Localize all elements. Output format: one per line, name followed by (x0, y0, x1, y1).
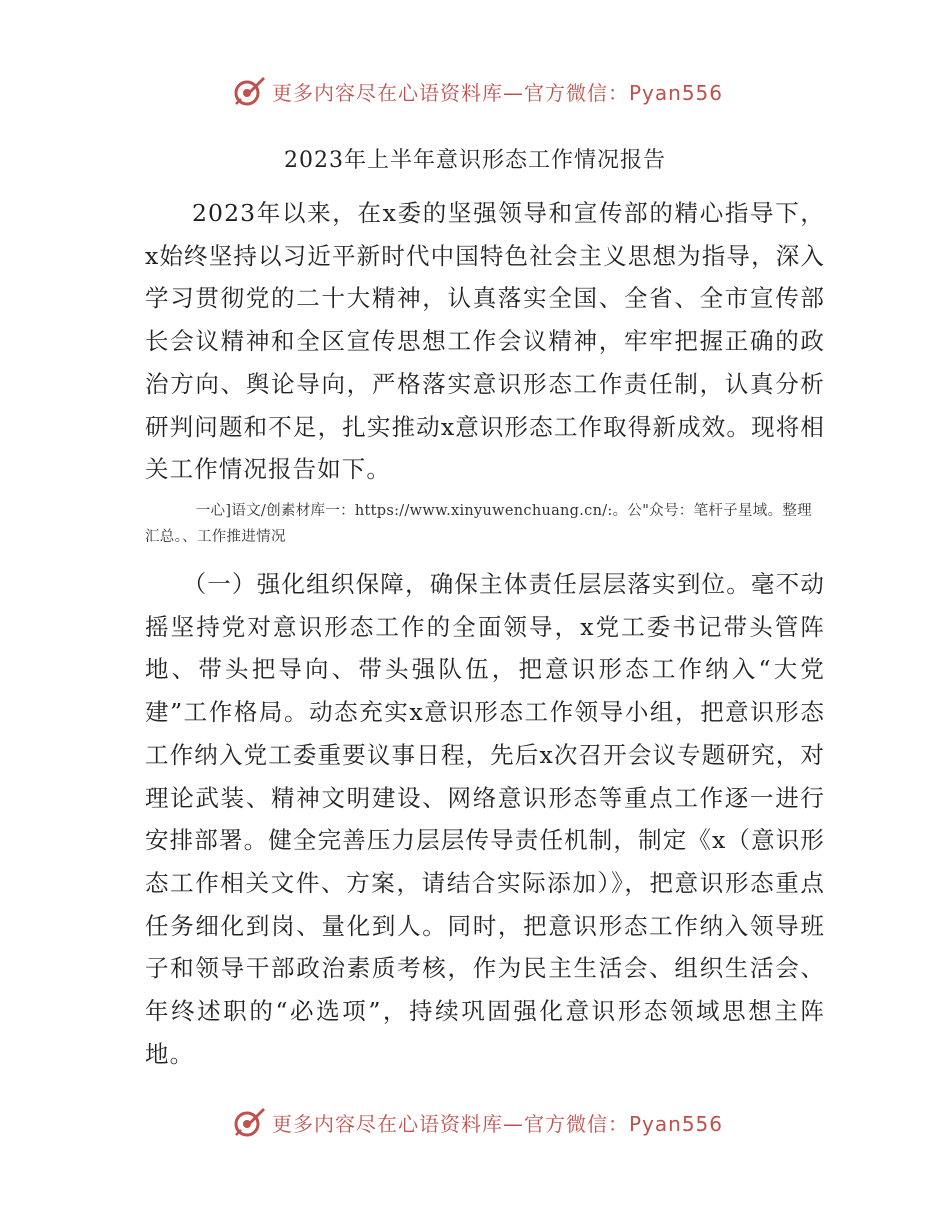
footer-banner (0, 1100, 950, 1144)
wechat-id[interactable]: Pyan556 (629, 80, 724, 105)
quill-pen-logo-icon (232, 1105, 266, 1139)
quill-pen-logo-icon (232, 74, 266, 108)
section-1-paragraph: （一）强化组织保障，确保主体责任层层落实到位。毫不动摇坚持党对意识形态工作的全面领导，x党工委书记带头管阵地、带头把导向、带头强队伍，把意识形态工作纳入“大党建”工作格局。动态充实x意识形态工作领导小组，把意识形态工作纳入党工委重要议事日程，先后x次召开会议专题研究，对理论武装、精神文明建设、网络意识形态等重点工作逐一进行安排部署。健全完善压力层层传导责任机制，制定《x（意识形态工作相关文件、方案，请结合实际添加）》，把意识形态重点任务细化到岗、量化到人。同时，把意识形态工作纳入领导班子和领导干部政治素质考核，作为民主生活会、组织生活会、年终述职的“必选项”，持续巩固强化意识形态领域思想主阵地。 (145, 570, 825, 1068)
header-banner (0, 69, 950, 113)
banner-text: 更多内容尽在心语资料库—官方微信：Pyan556 (272, 80, 724, 105)
source-note: 一心]语文/创素材库一：https://www.xinyuwenchuang.cn/:。公"众号：笔杆子星域。整理汇总。、工作推进情况 (145, 503, 812, 545)
banner-text: 更多内容尽在心语资料库—官方微信：Pyan556 (272, 1111, 724, 1136)
wechat-id[interactable]: Pyan556 (629, 1111, 724, 1136)
intro-paragraph: 2023年以来，在x委的坚强领导和宣传部的精心指导下，x始终坚持以习近平新时代中国特色社会主义思想为指导，深入学习贯彻党的二十大精神，认真落实全国、全省、全市宣传部长会议精神和全区宣传思想工作会议精神，牢牢把握正确的政治方向、舆论导向，严格落实意识形态工作责任制，认真分析研判问题和不足，扎实推动x意识形态工作取得新成效。现将相关工作情况报告如下。 (145, 199, 825, 484)
document-title: 2023年上半年意识形态工作情况报告 (284, 148, 666, 173)
